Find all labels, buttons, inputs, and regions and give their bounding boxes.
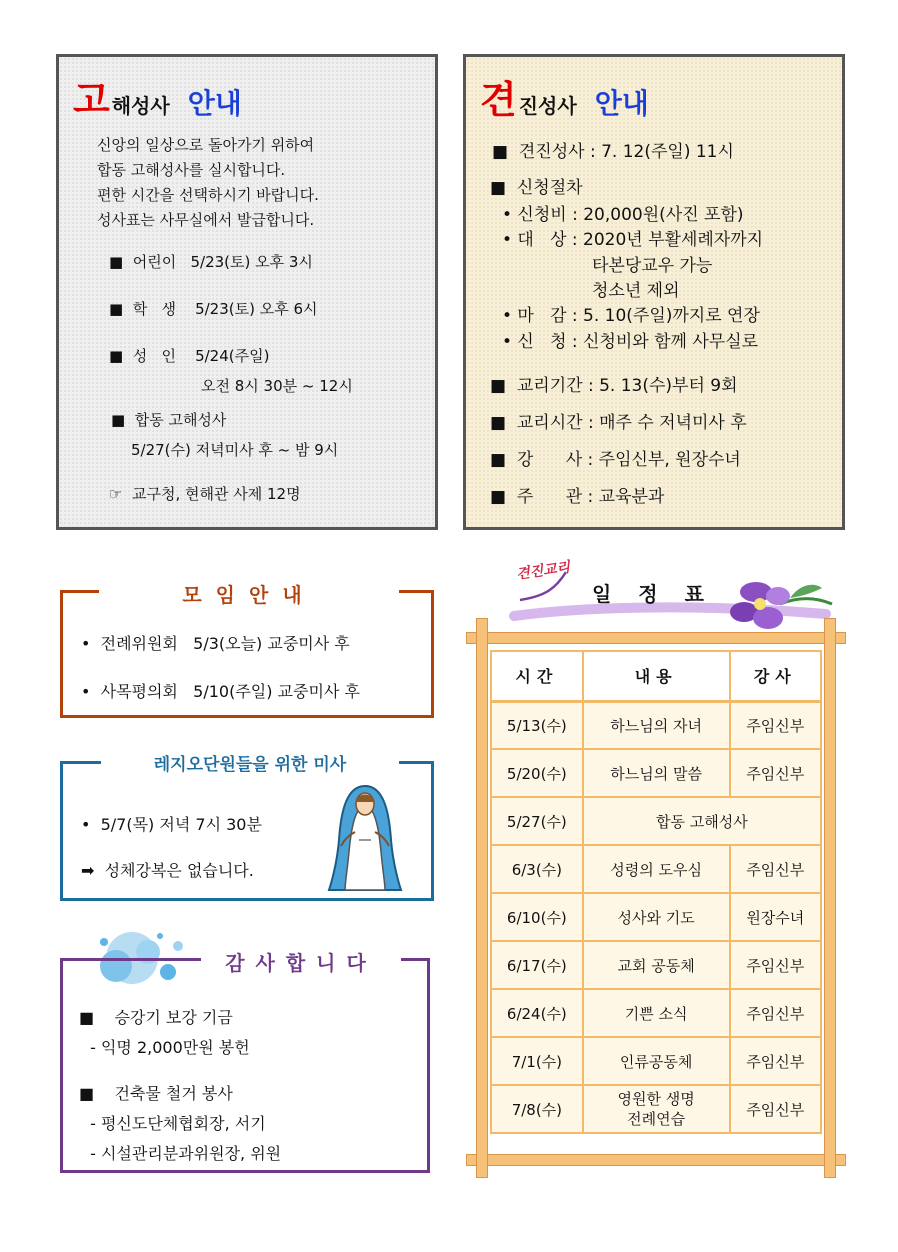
row-date: 6/24(수) <box>491 989 583 1037</box>
table-row <box>491 797 821 845</box>
table-row <box>491 989 821 1037</box>
row-content: 교회 공동체 <box>583 941 730 989</box>
row-date: 6/10(수) <box>491 893 583 941</box>
row-lecturer: 주임신부 <box>730 1037 821 1085</box>
legio-caption: 레지오단원들을 위한 미사 <box>101 750 399 775</box>
row-date: 7/1(수) <box>491 1037 583 1085</box>
confession-priests: ☞ 교구청, 현해관 사제 12명 <box>109 485 301 503</box>
thanks-notice <box>60 951 430 1173</box>
meeting-notice <box>60 583 434 718</box>
confirmation-notice <box>463 54 845 530</box>
row-lecturer: 주임신부 <box>730 941 821 989</box>
row-lecturer: 주임신부 <box>730 749 821 797</box>
table-row <box>491 749 821 797</box>
thanks-line: - 시설관리분과위원장, 위원 <box>85 1144 282 1163</box>
meeting-item: • 전례위원회 5/3(오늘) 교중미사 후 <box>81 634 350 653</box>
header-content: 내용 <box>583 651 730 701</box>
confession-title: 고해성사 안내 <box>73 78 242 122</box>
confirmation-target3: 청소년 제외 <box>592 281 680 301</box>
table-row <box>491 1085 821 1133</box>
confession-intro: 신앙의 일상으로 돌아가기 위하여 합동 고해성사를 실시합니다. 편한 시간을 선택하시기 바랍니다. 성사표는 사무실에서 발급합니다. <box>97 136 319 229</box>
row-lecturer: 주임신부 <box>730 845 821 893</box>
table-row <box>491 1037 821 1085</box>
header-lecturer: 강사 <box>730 651 821 701</box>
row-content: 하느님의 자녀 <box>583 701 730 749</box>
row-date: 6/17(수) <box>491 941 583 989</box>
legio-mass-notice <box>60 755 434 901</box>
row-content: 합동 고해성사 <box>583 797 821 845</box>
thanks-caption: 감사합니다 <box>201 947 401 976</box>
meeting-caption: 모임안내 <box>99 579 399 608</box>
row-date: 6/3(수) <box>491 845 583 893</box>
thanks-line: ■ 건축물 철거 봉사 <box>79 1084 233 1103</box>
row-date: 5/27(수) <box>491 797 583 845</box>
confession-child: ■ 어린이 5/23(토) 오후 3시 <box>109 253 313 271</box>
confession-adult-time: 오전 8시 30분 ~ 12시 <box>201 377 353 395</box>
row-lecturer: 주임신부 <box>730 701 821 749</box>
legio-item-time: • 5/7(목) 저녁 7시 30분 <box>81 815 262 834</box>
confirmation-target2: 타본당교우 가능 <box>592 256 713 276</box>
thanks-line: - 평신도단체협회장, 서기 <box>85 1114 266 1133</box>
row-lecturer: 원장수녀 <box>730 893 821 941</box>
row-date: 7/8(수) <box>491 1085 583 1133</box>
confession-joint-time: 5/27(수) 저녁미사 후 ~ 밤 9시 <box>131 441 339 459</box>
confession-notice <box>56 54 438 530</box>
thanks-line: - 익명 2,000만원 봉헌 <box>85 1038 250 1057</box>
confession-student: ■ 학 생 5/23(토) 오후 6시 <box>109 300 318 318</box>
confirmation-deadline: • 마 감 : 5. 10(주일)까지로 연장 <box>502 306 760 326</box>
confirmation-apply: • 신 청 : 신청비와 함께 사무실로 <box>502 332 759 352</box>
row-content: 성사와 기도 <box>583 893 730 941</box>
table-row <box>491 893 821 941</box>
row-content: 하느님의 말씀 <box>583 749 730 797</box>
confirmation-title: 견진성사 안내 <box>480 78 649 122</box>
header-time: 시간 <box>491 651 583 701</box>
confirmation-lecturer: ■ 강 사 : 주임신부, 원장수녀 <box>490 450 741 470</box>
confirmation-fee: • 신청비 : 20,000원(사진 포함) <box>502 205 744 225</box>
mary-figure-icon <box>325 780 405 892</box>
confirmation-host: ■ 주 관 : 교육분과 <box>490 487 665 507</box>
confirmation-procedure: ■ 신청절차 <box>490 178 583 198</box>
meeting-item: • 사목평의회 5/10(주일) 교중미사 후 <box>81 682 360 701</box>
thanks-line: ■ 승강기 보강 기금 <box>79 1008 233 1027</box>
table-row <box>491 701 821 749</box>
row-content: 성령의 도우심 <box>583 845 730 893</box>
row-lecturer: 주임신부 <box>730 1085 821 1133</box>
confirmation-target: • 대 상 : 2020년 부활세례자까지 <box>502 230 764 250</box>
confirmation-date: ■ 견진성사 : 7. 12(주일) 11시 <box>492 142 734 162</box>
table-row <box>491 941 821 989</box>
schedule-frame <box>466 618 846 1178</box>
legio-item-note: ➡ 성체강복은 없습니다. <box>81 861 254 880</box>
row-content: 인류공동체 <box>583 1037 730 1085</box>
table-row <box>491 845 821 893</box>
schedule-tag: 견진교리 <box>515 559 572 583</box>
confirmation-period: ■ 교리기간 : 5. 13(수)부터 9회 <box>490 376 738 396</box>
confirmation-time: ■ 교리시간 : 매주 수 저녁미사 후 <box>490 413 747 433</box>
confession-adult: ■ 성 인 5/24(주일) <box>109 347 270 365</box>
row-content: 기쁜 소식 <box>583 989 730 1037</box>
row-content: 영원한 생명 전례연습 <box>583 1085 730 1133</box>
row-date: 5/20(수) <box>491 749 583 797</box>
schedule-title: 일 정 표 <box>592 582 714 606</box>
table-header-row <box>491 651 821 701</box>
row-lecturer: 주임신부 <box>730 989 821 1037</box>
row-date: 5/13(수) <box>491 701 583 749</box>
confession-joint: ■ 합동 고해성사 <box>111 411 227 429</box>
schedule-table <box>490 650 822 1134</box>
